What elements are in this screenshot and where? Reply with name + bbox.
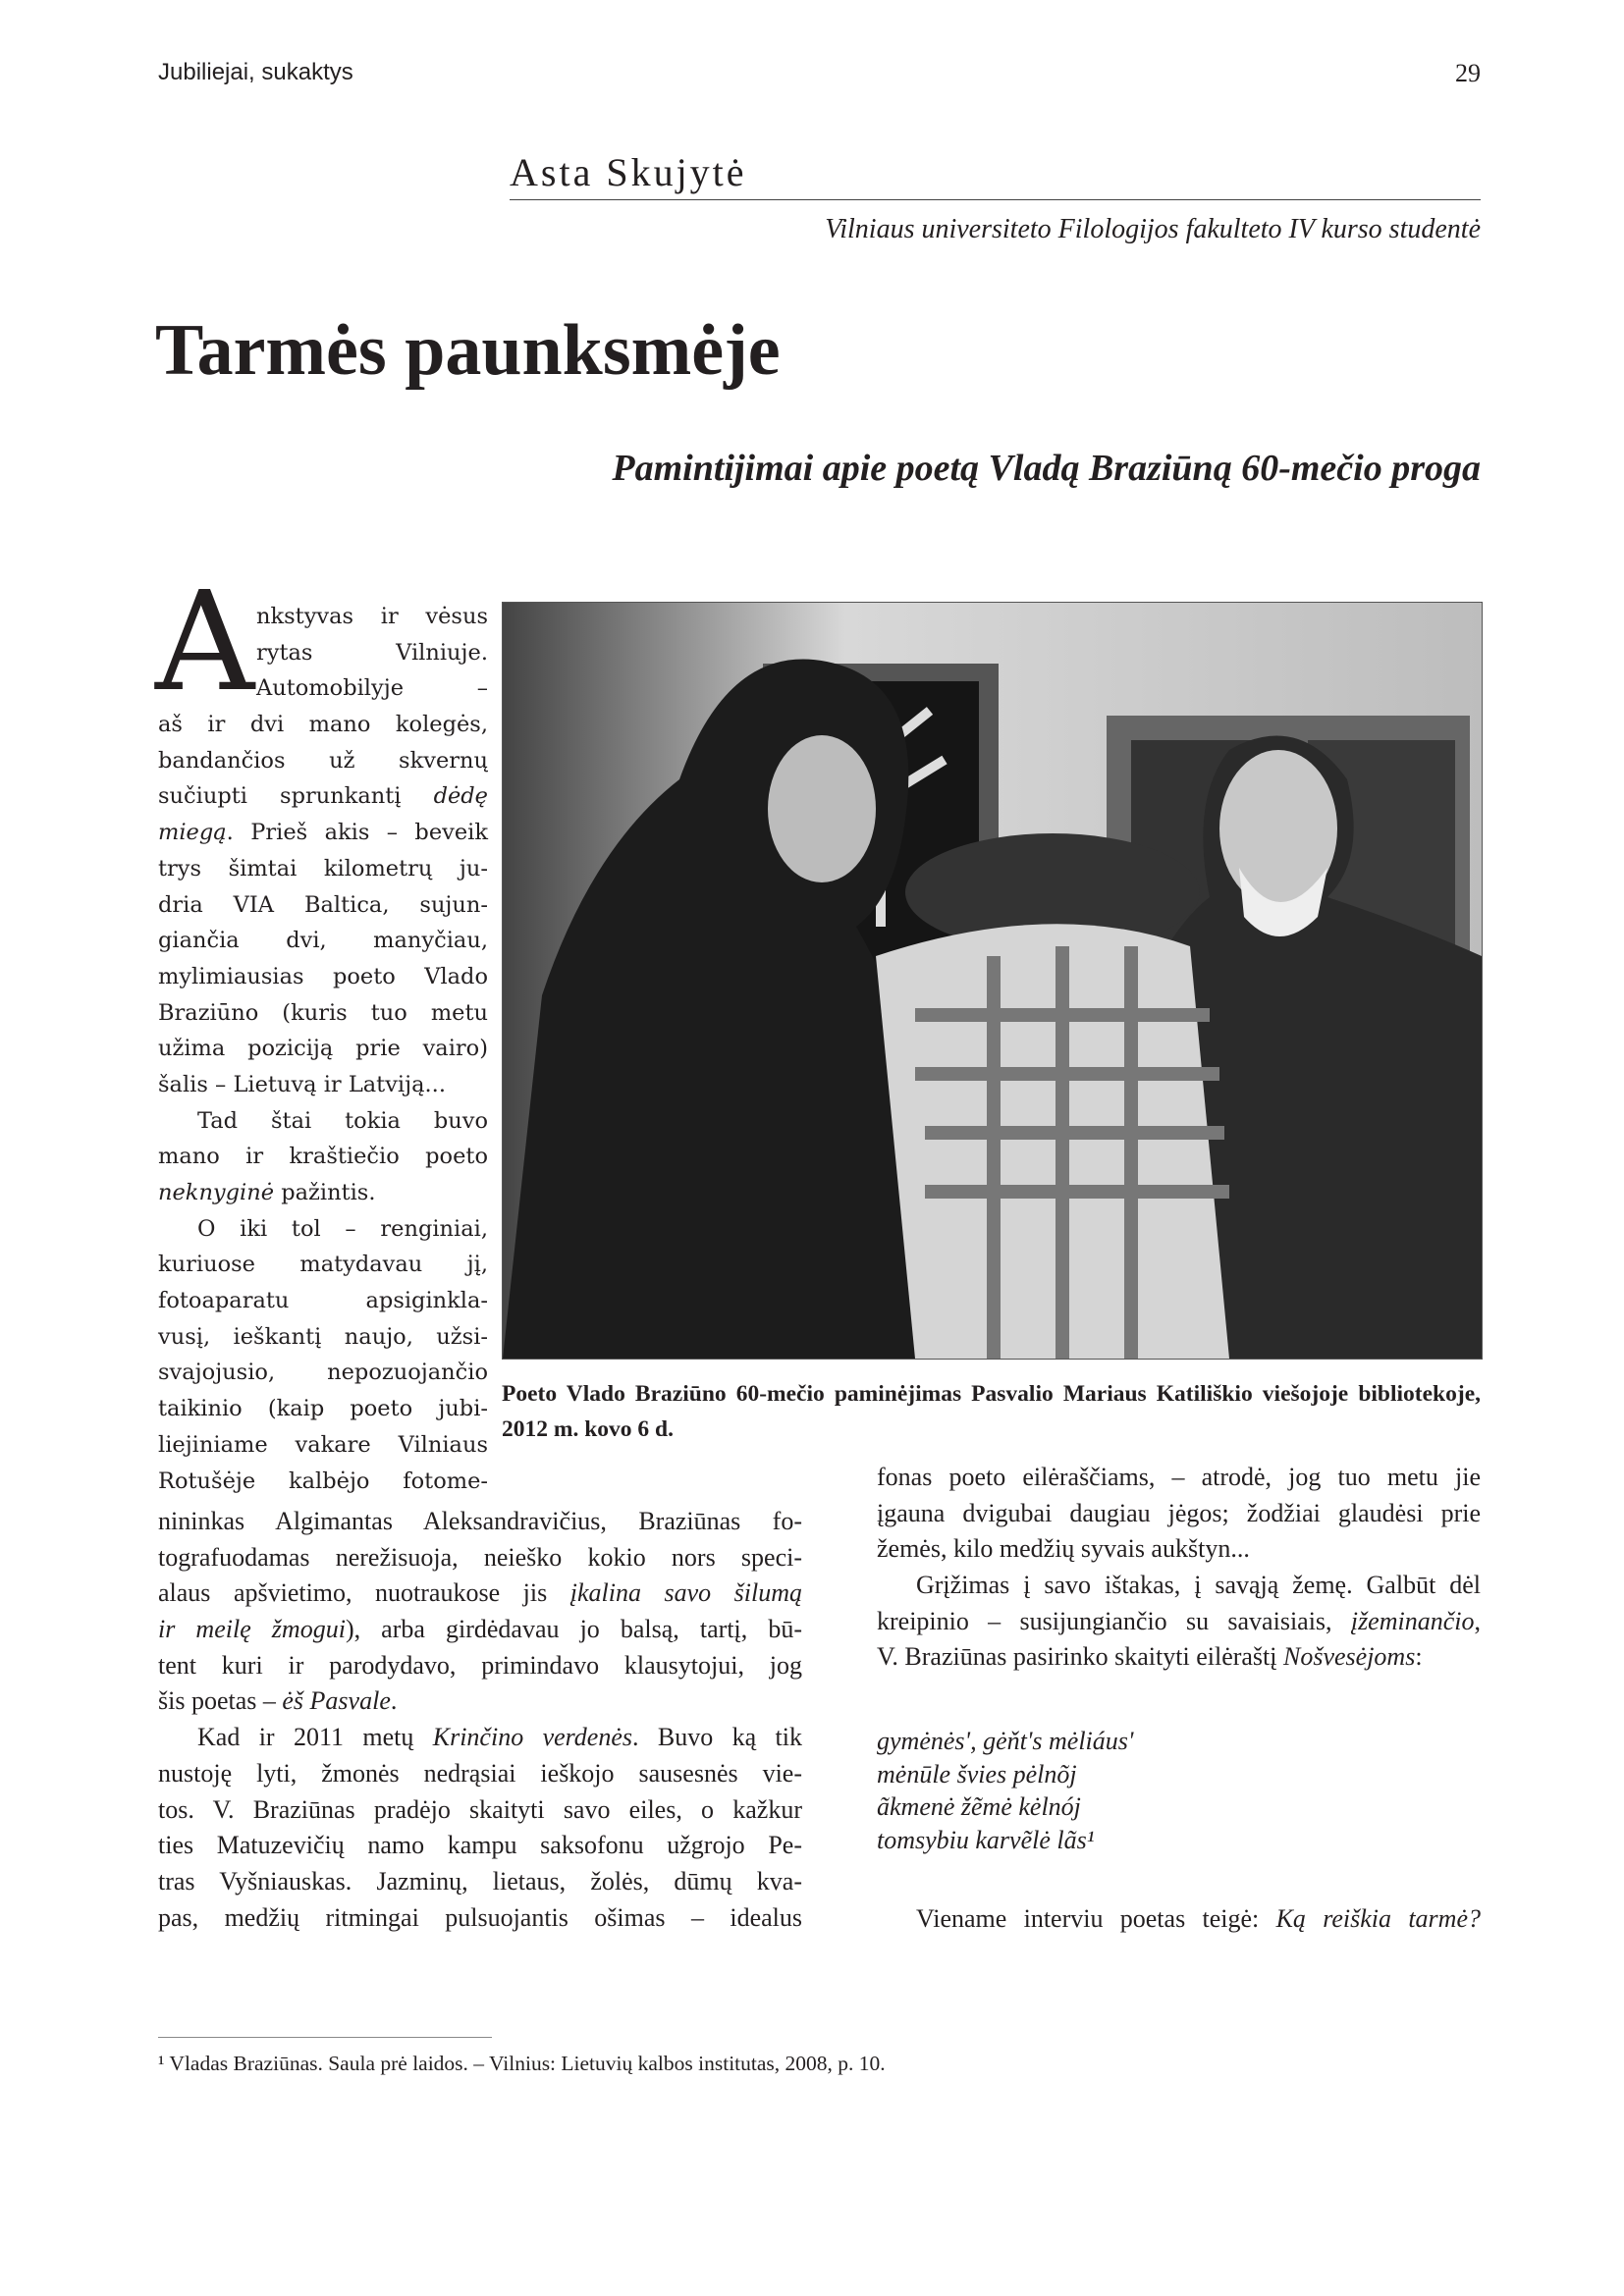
italic-text: Nošvesėjoms [1283,1642,1416,1672]
text-line: Viename interviu poetas teigė: Ką reiškia tarmė? [916,1904,1481,1933]
italic-text: ėš Pasvale [282,1686,391,1716]
text-line: rytas Vilniuje. [256,639,488,666]
italic-text: įžeminančio [1350,1606,1475,1635]
text-line: mano ir kraštiečio poeto [158,1144,488,1170]
text-line: įgauna dvigubai daugiau jėgos; žodžiai glaudėsi prie [877,1498,1481,1527]
text-line: dria VIA Baltica, sujun- [158,891,488,918]
article-title: Tarmės paunksmėje [155,310,781,391]
author-name: Asta Skujytė [510,149,1481,200]
text-line: miegą. Prieš akis – beveik [158,820,488,846]
page-number: 29 [1455,59,1481,87]
text-line: kuriuose matydavau jį, [158,1252,488,1278]
text-line: Tad štai tokia buvo [197,1107,488,1134]
text-line: pas, medžių ritmingai pulsuojantis ošimas – idealus [158,1902,802,1932]
text-line: žemės, kilo medžių syvais aukštyn... [877,1534,1250,1564]
text-line: tras Vyšniauskas. Jazminų, lietaus, žolės, dūmų kva- [158,1866,802,1896]
body-column-right-end [877,1901,1481,1938]
poem-line: mėnūle švies pėlnõj [877,1759,1077,1789]
body-column-narrow [158,599,488,1499]
text-line: aš ir dvi mano kolegės, [158,712,488,738]
article-subtitle: Pamintijimai apie poetą Vladą Braziūną 60-mečio proga [612,448,1481,489]
text-line: giančia dvi, manyčiau, [158,928,488,954]
poem-line: tomsybiu karvẽlė lãs¹ [877,1825,1095,1854]
italic-text: įkalina savo šilumą [569,1578,802,1608]
text-line: taikinio (kaip poeto jubi- [158,1396,488,1422]
italic-text: Krinčino verdenės [432,1723,633,1752]
italic-text: neknyginė [158,1180,275,1205]
text-line: tent kuri ir parodydavo, primindavo klausytojui, jog [158,1650,802,1680]
text-line: tos. V. Braziūnas pradėjo skaityti savo eiles, o kažkur [158,1794,802,1824]
text-line: tografuodamas nerežisuoja, neieško kokio nors speci- [158,1542,802,1572]
text-line: neknyginė pažintis. [158,1180,376,1205]
running-head: Jubiliejai, sukaktys [158,59,353,85]
italic-text: dėdę [433,783,488,810]
poem-quote [877,1725,1133,1856]
text-line: trys šimtai kilometrų ju- [158,855,488,881]
footnote: ¹ Vladas Braziūnas. Saula prė laidos. – Vilnius: Lietuvių kalbos institutas, 2008, p. 10. [158,2052,886,2075]
text-line: Braziūno (kuris tuo metu [158,999,488,1026]
text-line: fonas poeto eilėraščiams, – atrodė, jog tuo metu jie [877,1463,1481,1491]
poem-line: gymėnės', gėňt's mėliáus' [877,1727,1134,1755]
italic-text: miegą [158,820,227,846]
poem-line: ãkmenė žẽmė kėlnój [877,1792,1081,1821]
italic-text: ir meilę žmogui [158,1615,346,1644]
text-line: liejiniame vakare Vilniaus [158,1431,488,1458]
text-line: nkstyvas ir vėsus [256,604,488,629]
text-line: V. Braziūnas pasirinko skaityti eilėraštį Nošvesėjoms: [877,1642,1423,1672]
text-line: bandančios už skvernų [158,747,488,774]
text-line: svajojusio, nepozuojančio [158,1360,488,1386]
text-line: ties Matuzevičių namo kampu saksofonu užgrojo Pe- [158,1831,802,1860]
drop-cap: A [155,562,255,722]
text-line: Grįžimas į savo ištakas, į savąją žemę. Galbūt dėl [916,1571,1481,1600]
text-line: Automobilyje – [256,675,488,702]
text-line: nininkas Algimantas Aleksandravičius, Braziūnas fo- [158,1507,802,1535]
text-line: alaus apšvietimo, nuotraukose jis įkalina savo šilumą [158,1578,802,1608]
text-line: mylimiausias poeto Vlado [158,963,488,989]
text-line: Rotušėje kalbėjo fotome- [158,1468,488,1494]
article-photo [502,602,1483,1360]
photo-illustration [503,603,1482,1359]
text-line: šis poetas – ėš Pasvale. [158,1686,398,1716]
body-column-left [158,1504,802,1936]
text-line: fotoaparatu apsiginkla- [158,1288,488,1314]
italic-text: Ką reiškia tarmė? [1275,1904,1481,1933]
text-line: šalis – Lietuvą ir Latviją... [158,1071,446,1097]
text-line: Kad ir 2011 metų Krinčino verdenės. Buvo ką tik [197,1723,802,1752]
text-line: O iki tol – renginiai, [197,1215,488,1242]
text-line: užima poziciją prie vairo) [158,1036,488,1062]
text-line: kreipinio – susijungiančio su savaisiais, įžeminančio, [877,1606,1481,1635]
footnote-divider [158,2037,492,2038]
author-affiliation: Vilniaus universiteto Filologijos fakulteto IV kurso studentė [825,214,1481,244]
photo-caption: Poeto Vlado Braziūno 60-mečio paminėjimas Pasvalio Mariaus Katiliškio viešojoje bibliotekoje, 2012 m. kovo 6 d. [502,1381,1481,1442]
body-column-right [877,1460,1481,1676]
text-line: ir meilę žmogui), arba girdėdavau jo balsą, tartį, bū- [158,1615,803,1644]
text-line: sučiupti sprunkantį dėdę [158,783,488,810]
text-line: nustoję lyti, žmonės nedrąsiai ieškojo sausesnės vie- [158,1758,802,1788]
text-line: vusį, ieškantį naujo, užsi- [158,1323,488,1350]
